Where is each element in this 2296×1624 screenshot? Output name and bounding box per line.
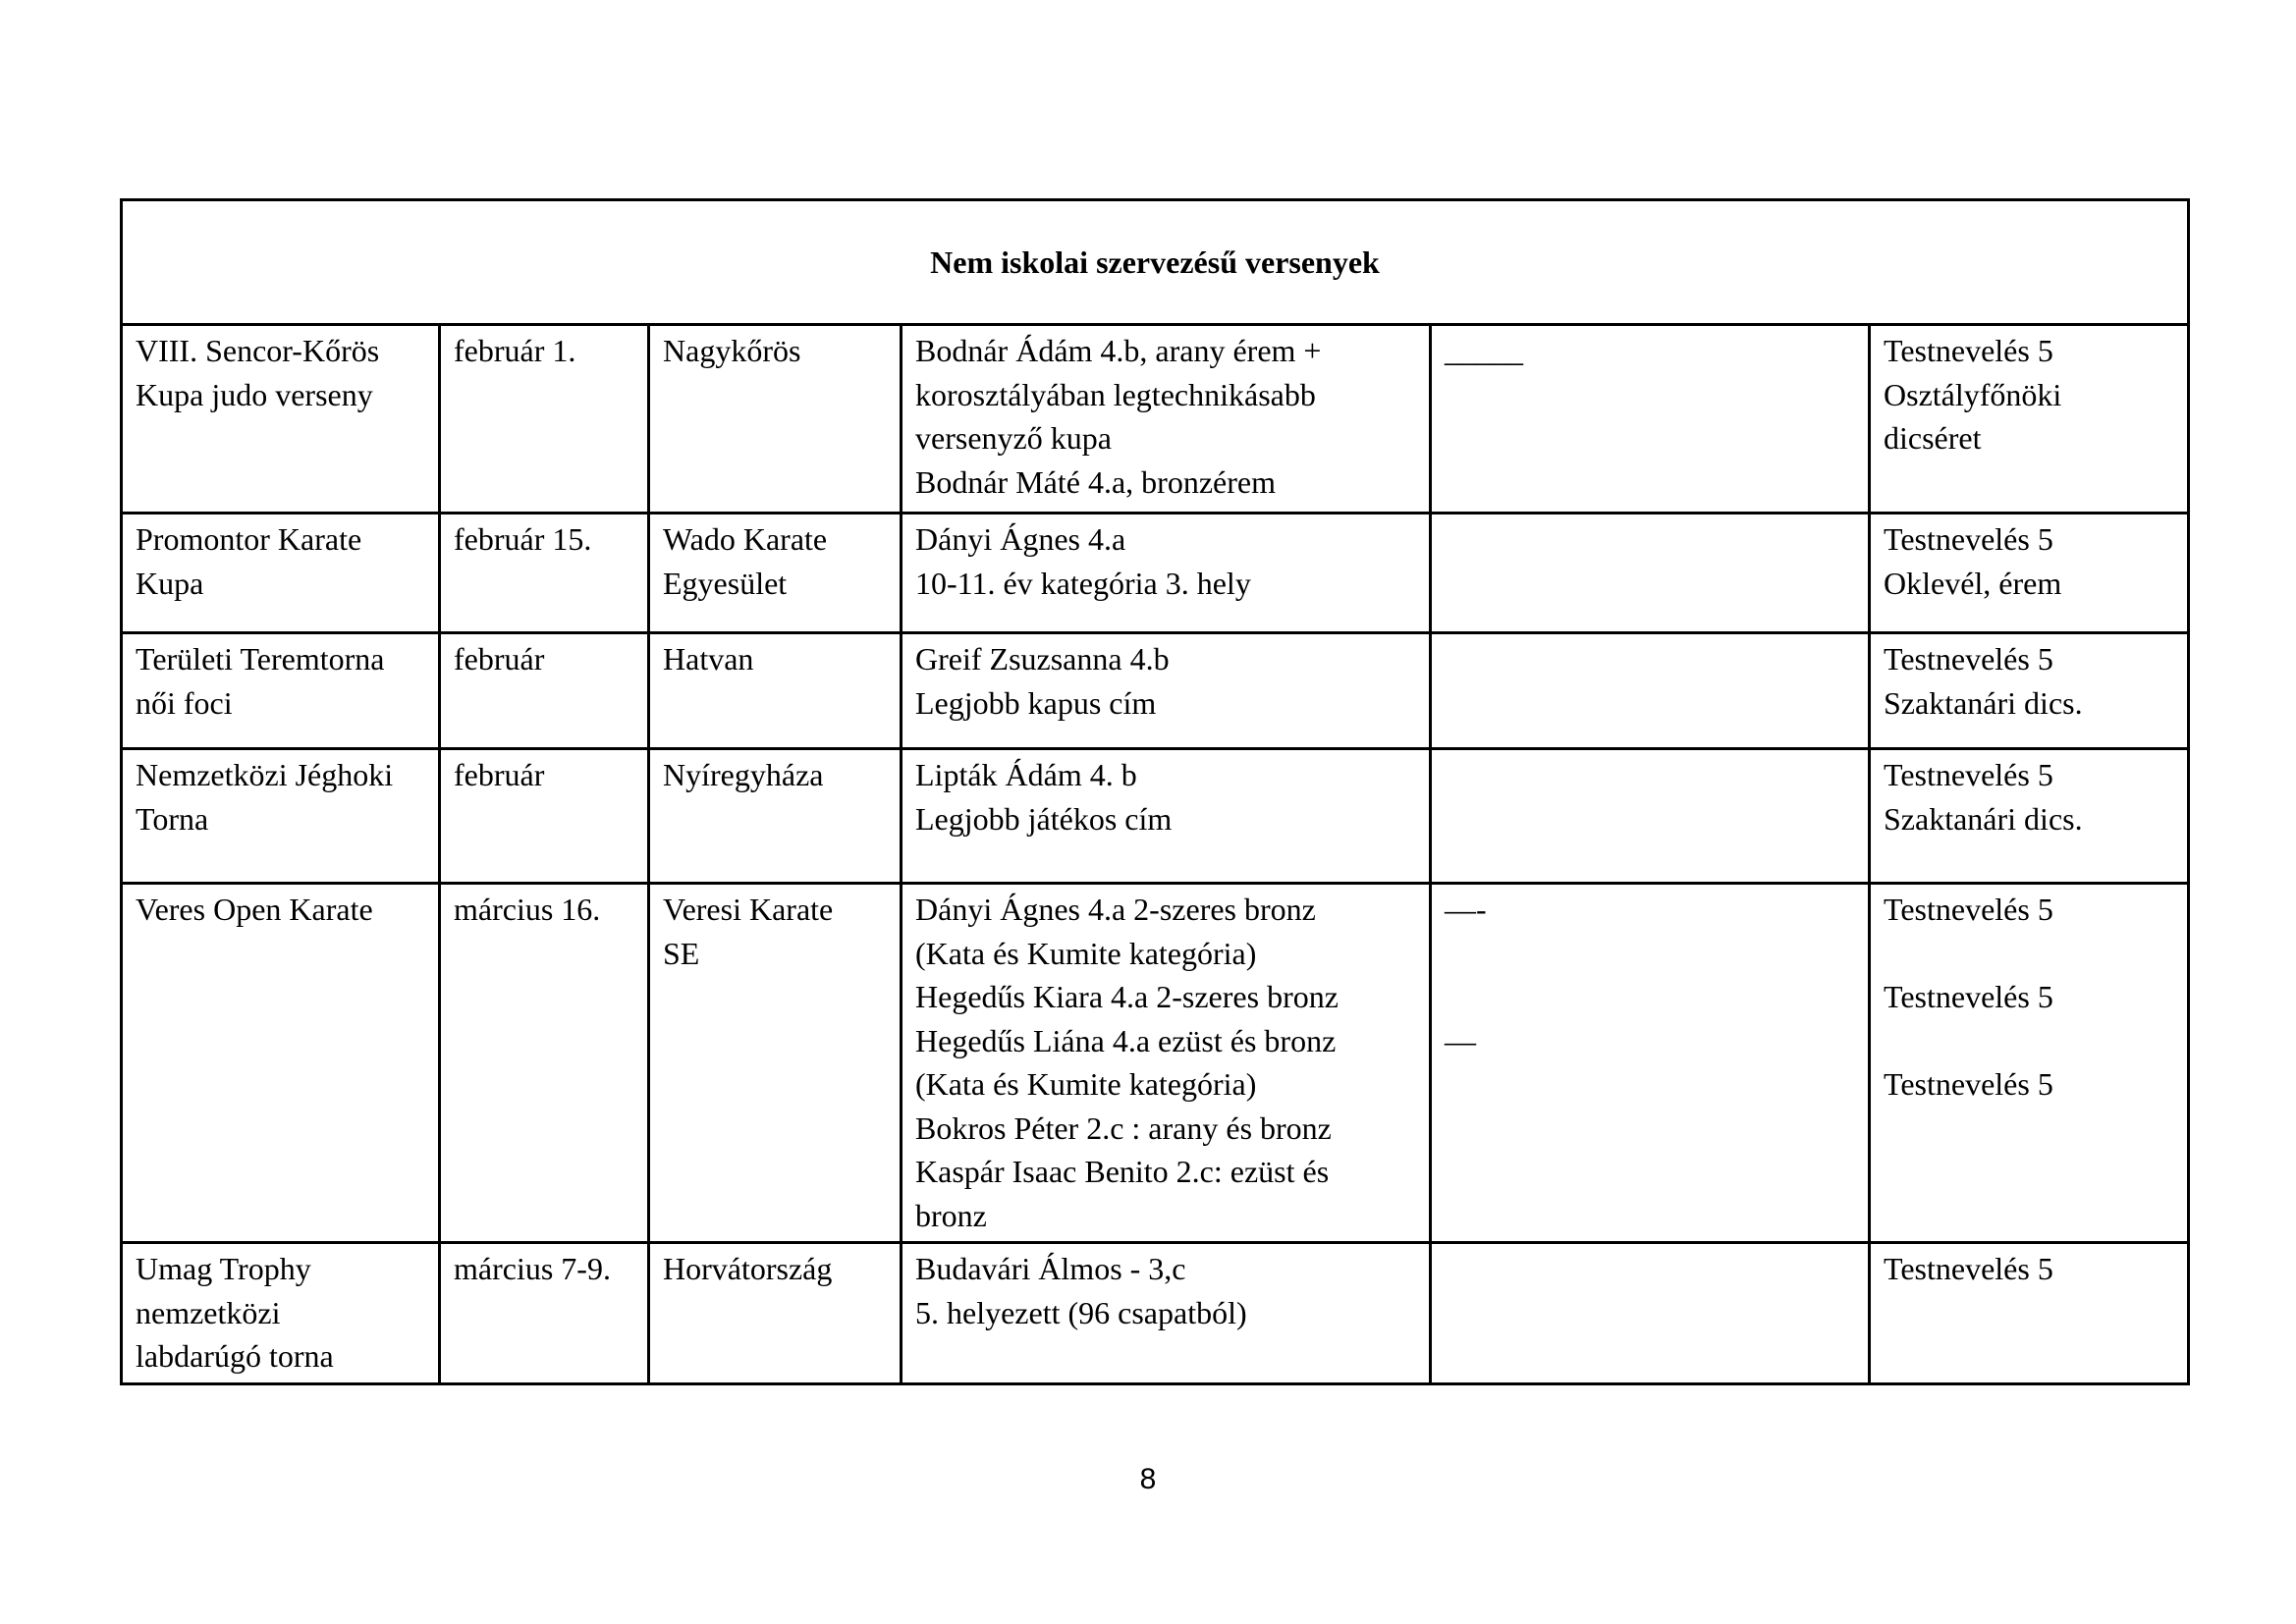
recognition-cell: [1870, 749, 2189, 884]
date-cell: [440, 884, 649, 1243]
cell-line: Budavári Álmos - 3,c: [915, 1251, 1186, 1286]
dash-mark: _____: [1445, 333, 1523, 368]
note-cell: [1431, 884, 1870, 1243]
cell-line: március 16.: [454, 892, 601, 927]
cell-line: Nemzetközi Jéghoki: [136, 757, 394, 792]
cell-line: VIII. Sencor-Kőrös: [136, 333, 380, 368]
cell-line: február: [454, 641, 545, 677]
note-cell: [1431, 325, 1870, 514]
cell-line: Testnevelés 5: [1884, 979, 2053, 1014]
cell-line: Testnevelés 5: [1884, 333, 2053, 368]
table-row: [122, 633, 2189, 749]
cell-line: Veres Open Karate: [136, 892, 373, 927]
table-title: Nem iskolai szervezésű versenyek: [122, 200, 2189, 325]
cell-line: Hatvan: [663, 641, 754, 677]
cell-line: február: [454, 757, 545, 792]
place-cell: [649, 633, 902, 749]
results-cell: [902, 749, 1431, 884]
cell-line: Horvátország: [663, 1251, 833, 1286]
cell-line: (Kata és Kumite kategória): [915, 935, 1257, 971]
blank-line: [1445, 932, 1855, 976]
cell-line: Greif Zsuzsanna 4.b: [915, 641, 1170, 677]
cell-line: Legjobb kapus cím: [915, 684, 1157, 721]
table-row: [122, 325, 2189, 514]
date-cell: [440, 325, 649, 514]
table-row: [122, 1243, 2189, 1384]
cell-line: Wado Karate: [663, 521, 828, 557]
results-cell: [902, 884, 1431, 1243]
cell-line: labdarúgó torna: [136, 1338, 334, 1374]
cell-line: Dányi Ágnes 4.a: [915, 521, 1126, 557]
cell-line: Promontor Karate: [136, 521, 362, 557]
recognition-cell: [1870, 633, 2189, 749]
table-row: [122, 514, 2189, 633]
cell-line: Oklevél, érem: [1884, 565, 2062, 601]
results-cell: [902, 325, 1431, 514]
cell-line: Bokros Péter 2.c : arany és bronz: [915, 1110, 1332, 1146]
cell-line: Testnevelés 5: [1884, 892, 2053, 927]
cell-line: Lipták Ádám 4. b: [915, 757, 1137, 792]
recognition-cell: [1870, 1243, 2189, 1384]
event-name-cell: [122, 514, 440, 633]
note-cell: [1431, 749, 1870, 884]
place-cell: [649, 325, 902, 514]
cell-line: Területi Teremtorna: [136, 641, 385, 677]
cell-line: március 7-9.: [454, 1251, 611, 1286]
event-name-cell: [122, 1243, 440, 1384]
note-cell: [1431, 1243, 1870, 1384]
cell-line: Torna: [136, 800, 209, 837]
cell-line: SE: [663, 935, 700, 971]
date-cell: [440, 514, 649, 633]
cell-line: bronz: [915, 1197, 987, 1233]
cell-line: Dányi Ágnes 4.a 2-szeres bronz: [915, 892, 1316, 927]
cell-line: Hegedűs Liána 4.a ezüst és bronz: [915, 1022, 1337, 1058]
place-cell: [649, 1243, 902, 1384]
cell-line: dicséret: [1884, 420, 1982, 456]
place-cell: [649, 514, 902, 633]
recognition-cell: [1870, 325, 2189, 514]
cell-line: Szaktanári dics.: [1884, 800, 2083, 837]
cell-line: Bodnár Ádám 4.b, arany érem +: [915, 333, 1322, 368]
event-name-cell: [122, 749, 440, 884]
page-number: 8: [1139, 1463, 1157, 1495]
blank-line: [1884, 932, 2174, 976]
place-cell: [649, 884, 902, 1243]
cell-line: női foci: [136, 684, 233, 721]
cell-line: Testnevelés 5: [1884, 1251, 2053, 1286]
cell-line: Szaktanári dics.: [1884, 684, 2083, 721]
cell-line: korosztályában legtechnikásabb: [915, 376, 1316, 412]
cell-line: Kupa: [136, 565, 204, 601]
recognition-cell: [1870, 514, 2189, 633]
date-cell: [440, 1243, 649, 1384]
event-name-cell: [122, 633, 440, 749]
cell-line: Testnevelés 5: [1884, 641, 2053, 677]
date-cell: [440, 633, 649, 749]
note-cell: [1431, 633, 1870, 749]
results-cell: [902, 633, 1431, 749]
event-name-cell: [122, 884, 440, 1243]
cell-line: (Kata és Kumite kategória): [915, 1066, 1257, 1102]
cell-line: Testnevelés 5: [1884, 1066, 2053, 1102]
cell-line: február 1.: [454, 333, 576, 368]
cell-line: Testnevelés 5: [1884, 757, 2053, 792]
cell-line: Egyesület: [663, 565, 788, 601]
cell-line: 5. helyezett (96 csapatból): [915, 1294, 1247, 1330]
recognition-cell: [1870, 884, 2189, 1243]
cell-line: Kupa judo verseny: [136, 376, 373, 412]
cell-line: 10-11. év kategória 3. hely: [915, 565, 1251, 601]
cell-line: nemzetközi: [136, 1294, 281, 1330]
cell-line: Nagykőrös: [663, 333, 801, 368]
dash-mark: —-: [1445, 892, 1487, 927]
cell-line: Bodnár Máté 4.a, bronzérem: [915, 463, 1276, 500]
competitions-table: [120, 198, 2190, 1385]
date-cell: [440, 749, 649, 884]
results-cell: [902, 1243, 1431, 1384]
event-name-cell: [122, 325, 440, 514]
blank-line: [1884, 1019, 2174, 1063]
note-cell: [1431, 514, 1870, 633]
cell-line: versenyző kupa: [915, 420, 1112, 456]
cell-line: Osztályfőnöki: [1884, 376, 2062, 412]
table-row: [122, 884, 2189, 1243]
cell-line: Veresi Karate: [663, 892, 834, 927]
cell-line: Testnevelés 5: [1884, 521, 2053, 557]
place-cell: [649, 749, 902, 884]
cell-line: Hegedűs Kiara 4.a 2-szeres bronz: [915, 979, 1339, 1014]
results-cell: [902, 514, 1431, 633]
cell-line: Legjobb játékos cím: [915, 800, 1173, 837]
table-title-row: [122, 200, 2189, 325]
blank-line: [1445, 975, 1855, 1019]
dash-mark: —: [1445, 1022, 1476, 1058]
table-row: [122, 749, 2189, 884]
cell-line: Kaspár Isaac Benito 2.c: ezüst és: [915, 1154, 1330, 1189]
cell-line: Nyíregyháza: [663, 757, 824, 792]
cell-line: február 15.: [454, 521, 592, 557]
cell-line: Umag Trophy: [136, 1251, 311, 1286]
